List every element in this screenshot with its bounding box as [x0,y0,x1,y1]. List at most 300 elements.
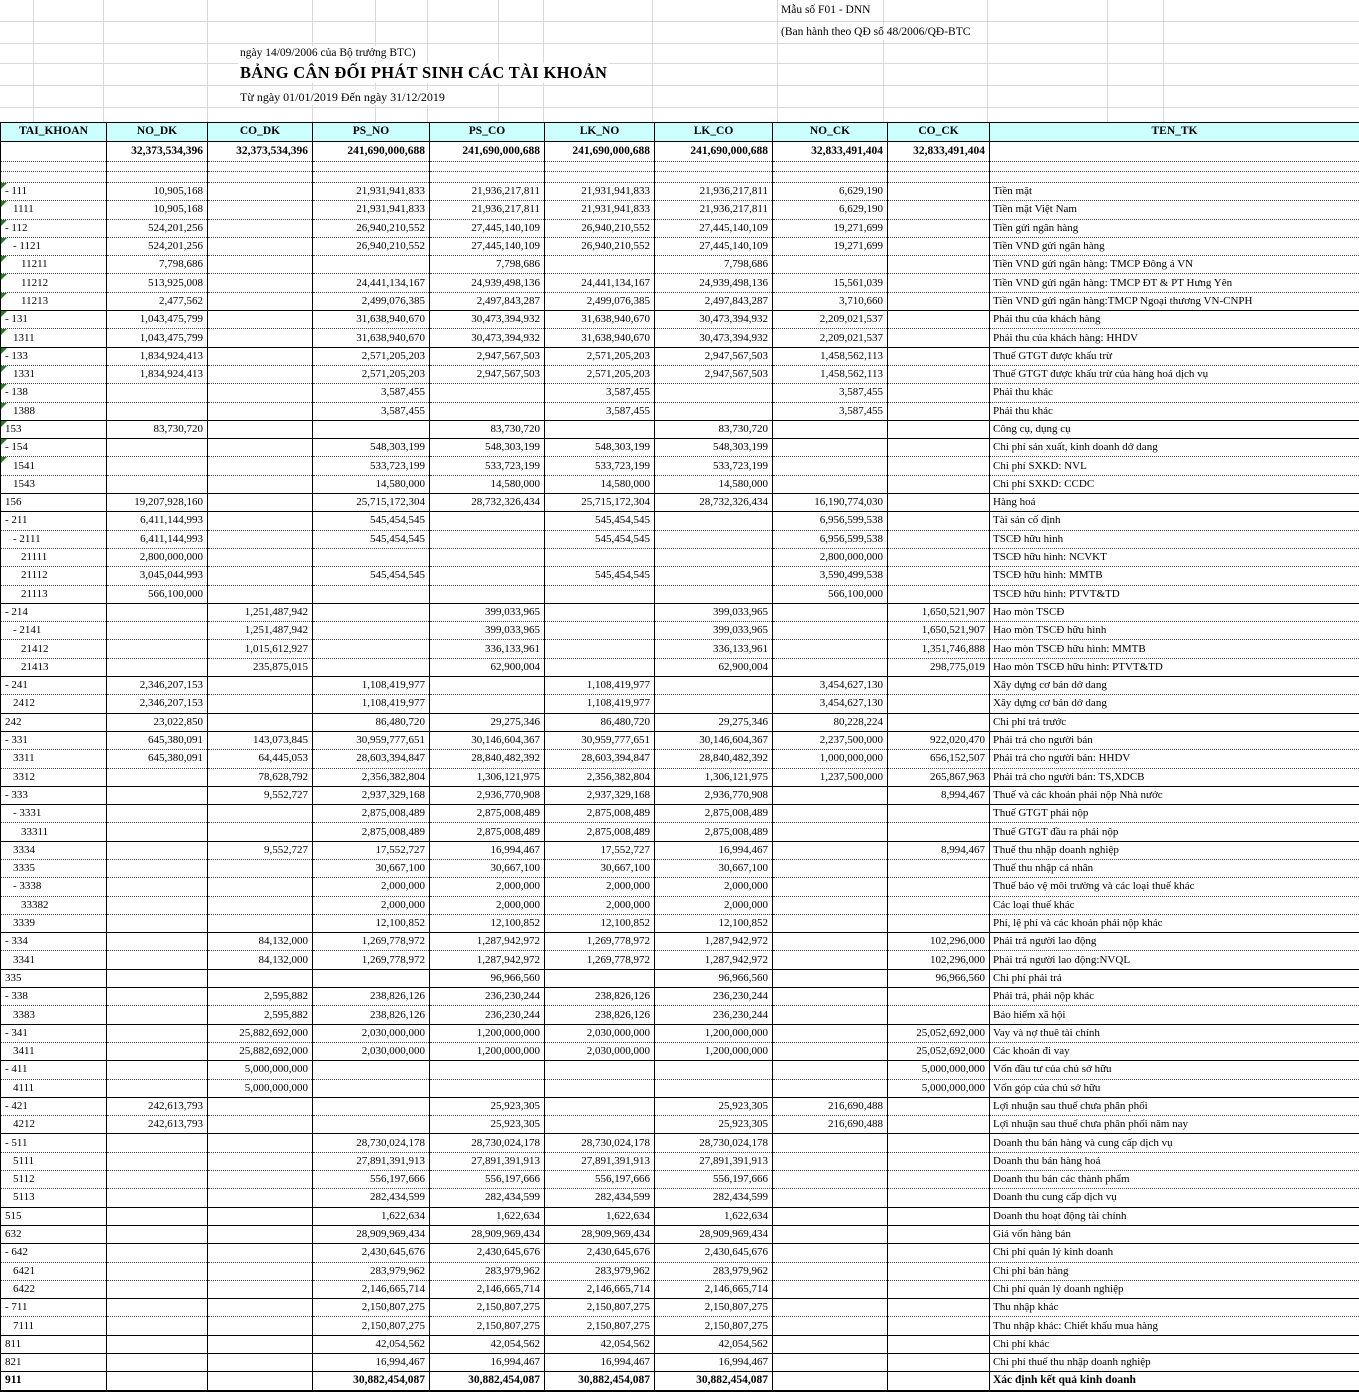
value-cell[interactable] [773,420,888,438]
value-cell[interactable]: 86,480,720 [313,713,430,731]
value-cell[interactable]: 238,826,126 [313,988,430,1006]
value-cell[interactable]: 283,979,962 [545,1262,655,1280]
value-cell[interactable] [430,530,545,548]
value-cell[interactable]: 42,054,562 [545,1335,655,1353]
value-cell[interactable]: 21,931,941,833 [313,201,430,219]
account-cell[interactable]: 3311 [1,750,107,768]
account-name-cell[interactable]: Vốn góp của chủ sở hữu [990,1079,1359,1097]
account-cell[interactable]: 1111 [1,201,107,219]
column-header-co_dk[interactable]: CO_DK [208,123,313,142]
value-cell[interactable]: 2,000,000 [655,878,773,896]
account-name-cell[interactable]: Tài sản cố định [990,512,1359,530]
value-cell[interactable] [888,365,990,383]
account-name-cell[interactable]: Các khoản đi vay [990,1042,1359,1060]
empty-cell[interactable] [773,162,888,172]
value-cell[interactable] [773,823,888,841]
account-cell[interactable]: 3339 [1,914,107,932]
account-name-cell[interactable]: Phải trả người lao động [990,933,1359,951]
value-cell[interactable] [773,1061,888,1079]
value-cell[interactable]: 30,146,604,367 [430,731,545,749]
total-value-cell[interactable]: 241,690,000,688 [430,142,545,162]
value-cell[interactable]: 28,732,326,434 [655,494,773,512]
value-cell[interactable]: 3,587,455 [545,384,655,402]
value-cell[interactable]: 216,690,488 [773,1116,888,1134]
value-cell[interactable]: 1,043,475,799 [107,311,208,329]
value-cell[interactable]: 96,966,560 [655,969,773,987]
account-cell[interactable]: - 711 [1,1299,107,1317]
account-cell[interactable]: 11213 [1,292,107,310]
value-cell[interactable] [208,329,313,347]
value-cell[interactable] [773,1299,888,1317]
empty-cell[interactable] [208,172,313,183]
value-cell[interactable]: 2,430,645,676 [313,1244,430,1262]
empty-cell[interactable] [107,162,208,172]
value-cell[interactable]: 28,840,482,392 [655,750,773,768]
value-cell[interactable]: 2,936,770,908 [655,786,773,804]
account-name-cell[interactable]: Hao mòn TSCĐ hữu hình [990,622,1359,640]
value-cell[interactable]: 1,287,942,972 [430,933,545,951]
value-cell[interactable]: 27,891,391,913 [545,1152,655,1170]
value-cell[interactable]: 238,826,126 [545,988,655,1006]
value-cell[interactable]: 28,730,024,178 [430,1134,545,1152]
value-cell[interactable]: 236,230,244 [655,1006,773,1024]
value-cell[interactable]: 7,798,686 [107,256,208,274]
value-cell[interactable] [208,969,313,987]
value-cell[interactable] [313,1079,430,1097]
account-cell[interactable]: - 154 [1,439,107,457]
value-cell[interactable] [888,878,990,896]
value-cell[interactable]: 84,132,000 [208,933,313,951]
value-cell[interactable]: 19,207,928,160 [107,494,208,512]
value-cell[interactable]: 2,150,807,275 [545,1317,655,1335]
account-name-cell[interactable]: Chi phí khác [990,1335,1359,1353]
account-name-cell[interactable]: Phải trả người lao động:NVQL [990,951,1359,969]
value-cell[interactable]: 2,875,008,489 [545,823,655,841]
account-cell[interactable]: - 112 [1,219,107,237]
account-cell[interactable]: - 333 [1,786,107,804]
value-cell[interactable]: 545,454,545 [313,567,430,585]
account-cell[interactable]: 4111 [1,1079,107,1097]
value-cell[interactable] [888,896,990,914]
value-cell[interactable]: 566,100,000 [107,585,208,603]
value-cell[interactable] [655,677,773,695]
value-cell[interactable] [208,494,313,512]
value-cell[interactable]: 524,201,256 [107,219,208,237]
value-cell[interactable] [888,402,990,420]
value-cell[interactable]: 24,441,134,167 [313,274,430,292]
empty-cell[interactable] [545,162,655,172]
value-cell[interactable]: 1,237,500,000 [773,768,888,786]
value-cell[interactable] [107,402,208,420]
value-cell[interactable] [655,512,773,530]
account-cell[interactable]: 21112 [1,567,107,585]
value-cell[interactable] [655,1079,773,1097]
value-cell[interactable]: 12,100,852 [430,914,545,932]
value-cell[interactable]: 2,595,882 [208,988,313,1006]
value-cell[interactable] [208,439,313,457]
value-cell[interactable]: 2,875,008,489 [430,823,545,841]
account-name-cell[interactable]: Hao mòn TSCĐ [990,603,1359,621]
value-cell[interactable]: 9,552,727 [208,786,313,804]
value-cell[interactable]: 556,197,666 [430,1171,545,1189]
value-cell[interactable] [888,219,990,237]
value-cell[interactable]: 2,497,843,287 [430,292,545,310]
value-cell[interactable]: 14,580,000 [545,475,655,493]
value-cell[interactable] [430,402,545,420]
value-cell[interactable]: 6,629,190 [773,201,888,219]
value-cell[interactable]: 30,473,394,932 [655,311,773,329]
value-cell[interactable]: 282,434,599 [313,1189,430,1207]
value-cell[interactable] [773,951,888,969]
account-cell[interactable]: 242 [1,713,107,731]
value-cell[interactable]: 29,275,346 [655,713,773,731]
account-name-cell[interactable]: Xây dựng cơ bản dở dang [990,695,1359,713]
value-cell[interactable]: 28,909,969,434 [545,1225,655,1243]
value-cell[interactable] [107,1207,208,1225]
value-cell[interactable]: 80,228,224 [773,713,888,731]
value-cell[interactable] [888,1134,990,1152]
value-cell[interactable]: 2,150,807,275 [313,1317,430,1335]
value-cell[interactable]: 1,200,000,000 [430,1042,545,1060]
value-cell[interactable]: 545,454,545 [313,512,430,530]
value-cell[interactable] [888,237,990,255]
value-cell[interactable]: 5,000,000,000 [888,1079,990,1097]
value-cell[interactable]: 28,603,394,847 [545,750,655,768]
value-cell[interactable]: 3,587,455 [545,402,655,420]
value-cell[interactable]: 10,905,168 [107,183,208,201]
value-cell[interactable] [888,530,990,548]
value-cell[interactable]: 27,891,391,913 [313,1152,430,1170]
account-name-cell[interactable]: Chi phí SXKD: CCDC [990,475,1359,493]
value-cell[interactable] [888,1335,990,1353]
value-cell[interactable]: 2,209,021,537 [773,311,888,329]
value-cell[interactable]: 656,152,507 [888,750,990,768]
value-cell[interactable]: 26,940,210,552 [545,219,655,237]
account-cell[interactable]: - 1121 [1,237,107,255]
value-cell[interactable] [888,988,990,1006]
value-cell[interactable]: 545,454,545 [313,530,430,548]
value-cell[interactable]: 96,966,560 [430,969,545,987]
value-cell[interactable]: 23,022,850 [107,713,208,731]
empty-cell[interactable] [313,162,430,172]
value-cell[interactable]: 25,882,692,000 [208,1042,313,1060]
account-cell[interactable]: 7111 [1,1317,107,1335]
value-cell[interactable] [107,1134,208,1152]
empty-cell[interactable] [655,172,773,183]
value-cell[interactable]: 2,875,008,489 [430,805,545,823]
value-cell[interactable]: 14,580,000 [313,475,430,493]
value-cell[interactable] [888,1317,990,1335]
value-cell[interactable]: 2,000,000 [430,878,545,896]
value-cell[interactable] [545,658,655,676]
account-name-cell[interactable]: Bảo hiểm xã hội [990,1006,1359,1024]
value-cell[interactable]: 548,303,199 [655,439,773,457]
value-cell[interactable]: 27,891,391,913 [655,1152,773,1170]
value-cell[interactable]: 2,150,807,275 [430,1317,545,1335]
value-cell[interactable] [888,1280,990,1298]
value-cell[interactable] [773,988,888,1006]
value-cell[interactable] [107,384,208,402]
account-cell[interactable]: 5113 [1,1189,107,1207]
account-name-cell[interactable]: Doanh thu bán hàng hoá [990,1152,1359,1170]
value-cell[interactable]: 3,587,455 [773,402,888,420]
value-cell[interactable] [888,1207,990,1225]
value-cell[interactable] [773,1024,888,1042]
empty-cell[interactable] [888,162,990,172]
value-cell[interactable] [888,914,990,932]
value-cell[interactable]: 2,430,645,676 [545,1244,655,1262]
value-cell[interactable]: 16,994,467 [655,1354,773,1372]
value-cell[interactable]: 2,209,021,537 [773,329,888,347]
value-cell[interactable] [208,274,313,292]
value-cell[interactable]: 28,732,326,434 [430,494,545,512]
account-name-cell[interactable]: Chi phí phải trả [990,969,1359,987]
value-cell[interactable]: 556,197,666 [313,1171,430,1189]
value-cell[interactable] [208,347,313,365]
value-cell[interactable] [773,1335,888,1353]
value-cell[interactable] [773,859,888,877]
value-cell[interactable] [208,1244,313,1262]
value-cell[interactable]: 1,108,419,977 [545,695,655,713]
value-cell[interactable]: 2,030,000,000 [313,1042,430,1060]
value-cell[interactable]: 30,667,100 [545,859,655,877]
account-cell[interactable]: 1311 [1,329,107,347]
value-cell[interactable] [430,1061,545,1079]
value-cell[interactable]: 25,923,305 [655,1097,773,1115]
value-cell[interactable]: 2,030,000,000 [313,1024,430,1042]
account-cell[interactable]: - 331 [1,731,107,749]
value-cell[interactable]: 2,947,567,503 [655,365,773,383]
value-cell[interactable] [107,622,208,640]
value-cell[interactable]: 28,603,394,847 [313,750,430,768]
value-cell[interactable]: 1,622,634 [655,1207,773,1225]
account-cell[interactable]: - 111 [1,183,107,201]
value-cell[interactable]: 1,200,000,000 [430,1024,545,1042]
value-cell[interactable]: 29,275,346 [430,713,545,731]
value-cell[interactable]: 2,146,665,714 [655,1280,773,1298]
value-cell[interactable] [208,256,313,274]
value-cell[interactable] [888,713,990,731]
value-cell[interactable] [208,384,313,402]
value-cell[interactable]: 83,730,720 [107,420,208,438]
value-cell[interactable] [208,292,313,310]
account-cell[interactable]: 1541 [1,457,107,475]
value-cell[interactable] [313,256,430,274]
value-cell[interactable] [888,677,990,695]
account-cell[interactable]: 515 [1,1207,107,1225]
value-cell[interactable]: 2,947,567,503 [430,365,545,383]
account-cell[interactable]: - 133 [1,347,107,365]
account-name-cell[interactable]: Lợi nhuận sau thuế chưa phân phối [990,1097,1359,1115]
value-cell[interactable]: 62,900,004 [655,658,773,676]
value-cell[interactable]: 2,150,807,275 [430,1299,545,1317]
value-cell[interactable] [773,1372,888,1391]
value-cell[interactable] [773,969,888,987]
column-header-lk_no[interactable]: LK_NO [545,123,655,142]
value-cell[interactable] [888,1354,990,1372]
value-cell[interactable] [208,1262,313,1280]
value-cell[interactable]: 2,000,000 [313,878,430,896]
value-cell[interactable] [313,420,430,438]
value-cell[interactable]: 102,296,000 [888,933,990,951]
value-cell[interactable]: 24,939,498,136 [430,274,545,292]
value-cell[interactable] [208,1189,313,1207]
value-cell[interactable]: 298,775,019 [888,658,990,676]
value-cell[interactable]: 83,730,720 [655,420,773,438]
value-cell[interactable] [208,183,313,201]
value-cell[interactable]: 238,826,126 [313,1006,430,1024]
value-cell[interactable]: 30,959,777,651 [545,731,655,749]
value-cell[interactable] [655,567,773,585]
value-cell[interactable]: 19,271,699 [773,237,888,255]
value-cell[interactable]: 2,595,882 [208,1006,313,1024]
value-cell[interactable]: 30,959,777,651 [313,731,430,749]
value-cell[interactable]: 1,251,487,942 [208,603,313,621]
value-cell[interactable]: 1,306,121,975 [430,768,545,786]
account-name-cell[interactable]: Giá vốn hàng bán [990,1225,1359,1243]
value-cell[interactable]: 1,269,778,972 [313,933,430,951]
column-header-no_dk[interactable]: NO_DK [107,123,208,142]
value-cell[interactable]: 5,000,000,000 [208,1079,313,1097]
value-cell[interactable] [208,365,313,383]
account-cell[interactable]: - 214 [1,603,107,621]
value-cell[interactable] [313,969,430,987]
account-cell[interactable]: - 421 [1,1097,107,1115]
value-cell[interactable]: 16,994,467 [313,1354,430,1372]
value-cell[interactable]: 8,994,467 [888,786,990,804]
account-cell[interactable]: - 411 [1,1061,107,1079]
value-cell[interactable] [313,622,430,640]
value-cell[interactable]: 2,030,000,000 [545,1024,655,1042]
value-cell[interactable] [208,1207,313,1225]
total-value-cell[interactable]: 32,833,491,404 [773,142,888,162]
value-cell[interactable]: 21,931,941,833 [313,183,430,201]
value-cell[interactable] [107,841,208,859]
value-cell[interactable]: 1,269,778,972 [545,933,655,951]
account-cell[interactable]: 33382 [1,896,107,914]
value-cell[interactable] [888,548,990,566]
value-cell[interactable]: 1,351,746,888 [888,640,990,658]
total-value-cell[interactable]: 241,690,000,688 [313,142,430,162]
value-cell[interactable]: 12,100,852 [545,914,655,932]
value-cell[interactable] [545,1116,655,1134]
value-cell[interactable]: 96,966,560 [888,969,990,987]
value-cell[interactable]: 27,445,140,109 [655,237,773,255]
value-cell[interactable] [107,951,208,969]
value-cell[interactable] [208,1354,313,1372]
value-cell[interactable] [888,585,990,603]
account-cell[interactable]: 33311 [1,823,107,841]
value-cell[interactable]: 2,356,382,804 [313,768,430,786]
value-cell[interactable]: 548,303,199 [313,439,430,457]
account-name-cell[interactable]: Chi phí thuế thu nhập doanh nghiệp [990,1354,1359,1372]
value-cell[interactable]: 2,499,076,385 [545,292,655,310]
value-cell[interactable] [208,713,313,731]
account-cell[interactable]: - 3338 [1,878,107,896]
account-name-cell[interactable]: Tiền gửi ngân hàng [990,219,1359,237]
value-cell[interactable]: 548,303,199 [430,439,545,457]
value-cell[interactable] [888,823,990,841]
account-cell[interactable]: 21113 [1,585,107,603]
value-cell[interactable]: 31,638,940,670 [313,311,430,329]
account-name-cell[interactable]: Các loại thuế khác [990,896,1359,914]
value-cell[interactable] [888,329,990,347]
account-cell[interactable]: - 642 [1,1244,107,1262]
value-cell[interactable] [313,1097,430,1115]
value-cell[interactable]: 7,798,686 [430,256,545,274]
account-name-cell[interactable]: Phải thu khác [990,402,1359,420]
value-cell[interactable] [430,1079,545,1097]
account-name-cell[interactable]: Phải trả cho người bán: HHDV [990,750,1359,768]
value-cell[interactable]: 513,925,008 [107,274,208,292]
value-cell[interactable] [773,640,888,658]
account-name-cell[interactable]: Thu nhập khác: Chiết khấu mua hàng [990,1317,1359,1335]
value-cell[interactable] [773,1189,888,1207]
value-cell[interactable]: 1,269,778,972 [545,951,655,969]
value-cell[interactable]: 548,303,199 [545,439,655,457]
account-cell[interactable]: 4212 [1,1116,107,1134]
value-cell[interactable] [888,1372,990,1391]
account-cell[interactable]: - 131 [1,311,107,329]
value-cell[interactable]: 25,882,692,000 [208,1024,313,1042]
value-cell[interactable]: 26,940,210,552 [313,237,430,255]
value-cell[interactable] [107,1006,208,1024]
account-name-cell[interactable]: Thuế GTGT được khấu trừ của hàng hoá dịch vụ [990,365,1359,383]
value-cell[interactable]: 2,146,665,714 [545,1280,655,1298]
value-cell[interactable] [773,1042,888,1060]
account-name-cell[interactable]: Vốn đầu tư của chủ sở hữu [990,1061,1359,1079]
value-cell[interactable] [107,603,208,621]
value-cell[interactable] [208,1171,313,1189]
value-cell[interactable] [208,1335,313,1353]
value-cell[interactable]: 42,054,562 [313,1335,430,1353]
value-cell[interactable] [208,805,313,823]
value-cell[interactable] [888,1189,990,1207]
value-cell[interactable]: 28,730,024,178 [545,1134,655,1152]
value-cell[interactable]: 1,200,000,000 [655,1042,773,1060]
value-cell[interactable]: 6,411,144,993 [107,530,208,548]
account-cell[interactable]: 11212 [1,274,107,292]
account-cell[interactable]: 5112 [1,1171,107,1189]
value-cell[interactable] [773,1354,888,1372]
value-cell[interactable]: 533,723,199 [545,457,655,475]
value-cell[interactable]: 2,875,008,489 [313,823,430,841]
value-cell[interactable] [107,1372,208,1391]
value-cell[interactable] [655,402,773,420]
value-cell[interactable] [545,1079,655,1097]
account-name-cell[interactable]: Phải trả, phải nộp khác [990,988,1359,1006]
value-cell[interactable]: 1,622,634 [313,1207,430,1225]
account-name-cell[interactable]: TSCĐ hữu hình: MMTB [990,567,1359,585]
account-cell[interactable]: - 338 [1,988,107,1006]
value-cell[interactable] [208,311,313,329]
account-name-cell[interactable] [990,142,1359,162]
value-cell[interactable]: 17,552,727 [545,841,655,859]
value-cell[interactable]: 8,994,467 [888,841,990,859]
value-cell[interactable] [208,1317,313,1335]
value-cell[interactable]: 2,146,665,714 [313,1280,430,1298]
value-cell[interactable]: 1,043,475,799 [107,329,208,347]
value-cell[interactable]: 1,000,000,000 [773,750,888,768]
account-name-cell[interactable]: Vay và nợ thuê tài chính [990,1024,1359,1042]
empty-cell[interactable] [1,172,107,183]
value-cell[interactable] [888,1262,990,1280]
value-cell[interactable] [888,1299,990,1317]
value-cell[interactable] [208,475,313,493]
account-cell[interactable]: 21412 [1,640,107,658]
value-cell[interactable]: 30,667,100 [655,859,773,877]
value-cell[interactable] [545,585,655,603]
